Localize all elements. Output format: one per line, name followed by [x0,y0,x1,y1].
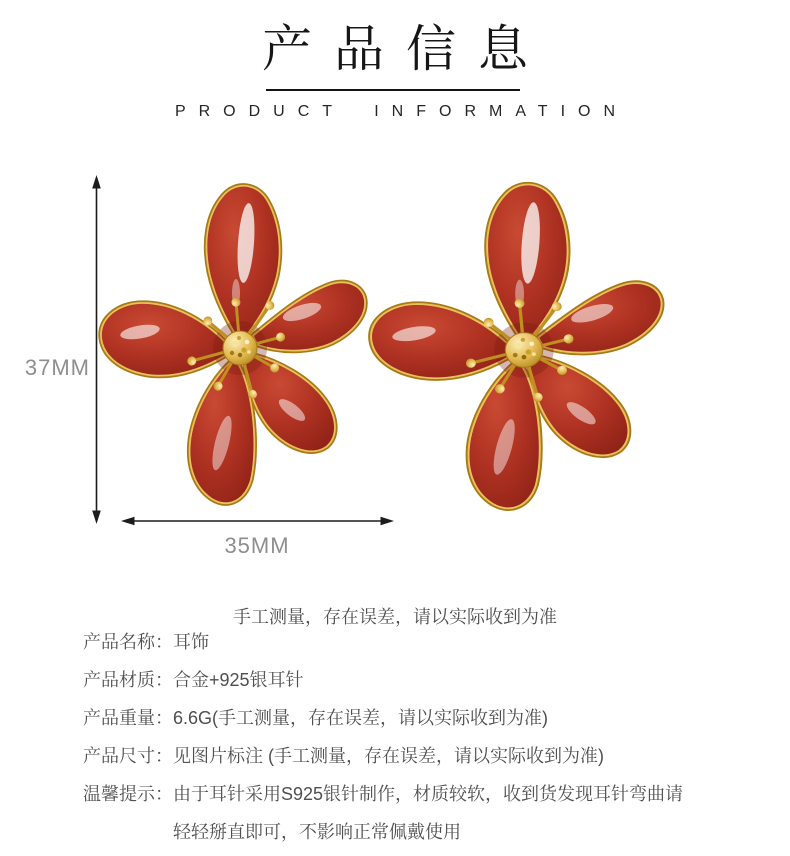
spec-row-material [83,661,683,699]
flower-left [102,187,364,503]
spec-label: 温馨提示： [83,784,173,804]
spec-value: 耳饰 [173,632,209,652]
spec-label: 产品尺寸： [83,746,173,766]
spec-value-line2: 轻轻掰直即可，不影响正常佩戴使用 [173,822,461,842]
spec-value: 6.6G(手工测量，存在误差，请以实际收到为准) [173,708,549,728]
spec-value [173,775,683,851]
measurement-note: 手工测量，存在误差，请以实际收到为准 [233,607,557,627]
spec-value-line1: 由于耳针采用S925银针制作，材质较软，收到货发现耳针弯曲请 [173,784,684,804]
height-arrow [92,175,101,524]
spec-list [83,623,683,851]
spec-label: 产品名称： [83,632,173,652]
spec-row-tips [83,775,683,851]
height-dimension-label: 37MM [24,355,90,380]
spec-label: 产品重量： [83,708,173,728]
page-title: 产品信息 [262,21,550,77]
spec-row-weight [83,699,683,737]
spec-label: 产品材质： [83,670,173,690]
spec-row-size [83,737,683,775]
page-subtitle: PRODUCT INFORMATION [174,103,629,120]
spec-value: 见图片标注 (手工测量，存在误差，请以实际收到为准) [173,746,604,766]
width-dimension-label: 35MM [224,533,290,558]
spec-row-name [83,623,683,661]
width-arrow [121,517,394,526]
flower-right [372,185,661,507]
spec-value: 合金+925银耳针 [173,670,304,690]
